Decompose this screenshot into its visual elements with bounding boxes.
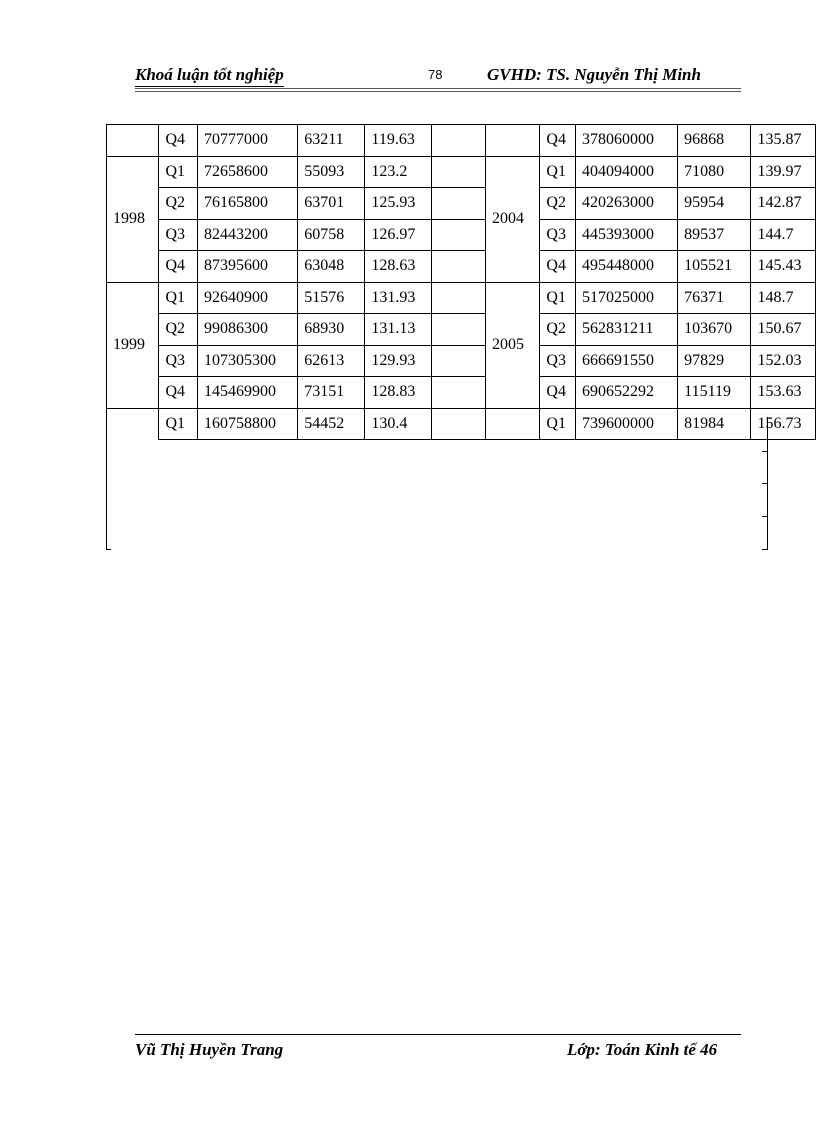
value-cell: 99086300 [198, 314, 298, 346]
table-corner-mark [762, 549, 767, 550]
value-cell: 562831211 [576, 314, 678, 346]
quarter-cell: Q1 [540, 282, 576, 314]
quarter-cell: Q1 [159, 408, 198, 440]
quarter-cell: Q1 [159, 156, 198, 188]
value-cell: 119.63 [365, 125, 431, 157]
header-rule [135, 91, 741, 92]
column-gap [431, 219, 485, 251]
table-row [107, 408, 816, 440]
year-cell [486, 408, 540, 440]
page-number: 78 [428, 67, 443, 82]
quarter-cell: Q2 [540, 188, 576, 220]
quarterly-data-table [106, 124, 816, 440]
header-rule [135, 88, 741, 89]
year-cell: 2005 [486, 282, 540, 408]
value-cell: 96868 [678, 125, 751, 157]
value-cell: 666691550 [576, 345, 678, 377]
value-cell: 115119 [678, 377, 751, 409]
value-cell: 62613 [298, 345, 365, 377]
quarter-cell: Q2 [540, 314, 576, 346]
quarter-cell: Q1 [540, 156, 576, 188]
value-cell: 51576 [298, 282, 365, 314]
value-cell: 144.7 [751, 219, 816, 251]
value-cell: 145469900 [198, 377, 298, 409]
value-cell: 160758800 [198, 408, 298, 440]
class-name: Lớp: Toán Kinh tế 46 [567, 1040, 718, 1059]
value-cell: 103670 [678, 314, 751, 346]
value-cell: 495448000 [576, 251, 678, 283]
value-cell: 63701 [298, 188, 365, 220]
value-cell: 63211 [298, 125, 365, 157]
value-cell: 156.73 [751, 408, 816, 440]
table-corner-mark [762, 516, 767, 517]
value-cell: 71080 [678, 156, 751, 188]
value-cell: 95954 [678, 188, 751, 220]
value-cell: 55093 [298, 156, 365, 188]
quarter-cell: Q2 [159, 314, 198, 346]
value-cell: 129.93 [365, 345, 431, 377]
value-cell: 72658600 [198, 156, 298, 188]
value-cell: 87395600 [198, 251, 298, 283]
quarter-cell: Q4 [540, 125, 576, 157]
value-cell: 152.03 [751, 345, 816, 377]
table-corner-mark [762, 483, 767, 484]
table-corner-mark [106, 549, 111, 550]
value-cell: 54452 [298, 408, 365, 440]
year-cell [486, 125, 540, 157]
value-cell: 404094000 [576, 156, 678, 188]
table-row [107, 251, 816, 283]
quarter-cell: Q1 [540, 408, 576, 440]
table-row [107, 125, 816, 157]
column-gap [431, 282, 485, 314]
quarter-cell: Q3 [540, 345, 576, 377]
value-cell: 128.63 [365, 251, 431, 283]
value-cell: 81984 [678, 408, 751, 440]
value-cell: 517025000 [576, 282, 678, 314]
value-cell: 420263000 [576, 188, 678, 220]
quarter-cell: Q1 [159, 282, 198, 314]
table-row [107, 156, 816, 188]
value-cell: 135.87 [751, 125, 816, 157]
value-cell: 445393000 [576, 219, 678, 251]
quarter-cell: Q4 [159, 251, 198, 283]
value-cell: 73151 [298, 377, 365, 409]
value-cell: 153.63 [751, 377, 816, 409]
table-row [107, 345, 816, 377]
value-cell: 690652292 [576, 377, 678, 409]
value-cell: 89537 [678, 219, 751, 251]
thesis-title: Khoá luận tốt nghiệp [135, 64, 284, 87]
column-gap [431, 314, 485, 346]
author-name: Vũ Thị Huyền Trang [135, 1040, 284, 1059]
value-cell: 148.7 [751, 282, 816, 314]
column-gap [431, 125, 485, 157]
quarter-cell: Q4 [540, 251, 576, 283]
year-cell [107, 408, 159, 440]
column-gap [431, 251, 485, 283]
value-cell: 128.83 [365, 377, 431, 409]
value-cell: 76371 [678, 282, 751, 314]
value-cell: 107305300 [198, 345, 298, 377]
quarter-cell: Q4 [159, 377, 198, 409]
table-frame-right [767, 417, 768, 550]
value-cell: 105521 [678, 251, 751, 283]
value-cell: 125.93 [365, 188, 431, 220]
value-cell: 131.13 [365, 314, 431, 346]
quarter-cell: Q3 [159, 219, 198, 251]
table-row [107, 219, 816, 251]
value-cell: 123.2 [365, 156, 431, 188]
value-cell: 63048 [298, 251, 365, 283]
footer-rule [135, 1034, 741, 1035]
value-cell: 126.97 [365, 219, 431, 251]
value-cell: 150.67 [751, 314, 816, 346]
column-gap [431, 156, 485, 188]
value-cell: 76165800 [198, 188, 298, 220]
year-cell: 1998 [107, 156, 159, 282]
table-row [107, 282, 816, 314]
year-cell [107, 125, 159, 157]
column-gap [431, 345, 485, 377]
column-gap [431, 188, 485, 220]
table-frame-left [106, 417, 107, 550]
table-row [107, 314, 816, 346]
quarter-cell: Q4 [540, 377, 576, 409]
year-cell: 2004 [486, 156, 540, 282]
quarter-cell: Q3 [540, 219, 576, 251]
value-cell: 131.93 [365, 282, 431, 314]
value-cell: 97829 [678, 345, 751, 377]
table-corner-mark [762, 451, 767, 452]
value-cell: 145.43 [751, 251, 816, 283]
value-cell: 739600000 [576, 408, 678, 440]
value-cell: 82443200 [198, 219, 298, 251]
value-cell: 70777000 [198, 125, 298, 157]
value-cell: 142.87 [751, 188, 816, 220]
value-cell: 60758 [298, 219, 365, 251]
year-cell: 1999 [107, 282, 159, 408]
value-cell: 139.97 [751, 156, 816, 188]
value-cell: 130.4 [365, 408, 431, 440]
value-cell: 92640900 [198, 282, 298, 314]
value-cell: 378060000 [576, 125, 678, 157]
quarter-cell: Q2 [159, 188, 198, 220]
column-gap [431, 377, 485, 409]
value-cell: 68930 [298, 314, 365, 346]
table-row [107, 188, 816, 220]
column-gap [431, 408, 485, 440]
advisor-name: GVHD: TS. Nguyễn Thị Minh [487, 65, 701, 84]
quarter-cell: Q4 [159, 125, 198, 157]
table-row [107, 377, 816, 409]
quarter-cell: Q3 [159, 345, 198, 377]
